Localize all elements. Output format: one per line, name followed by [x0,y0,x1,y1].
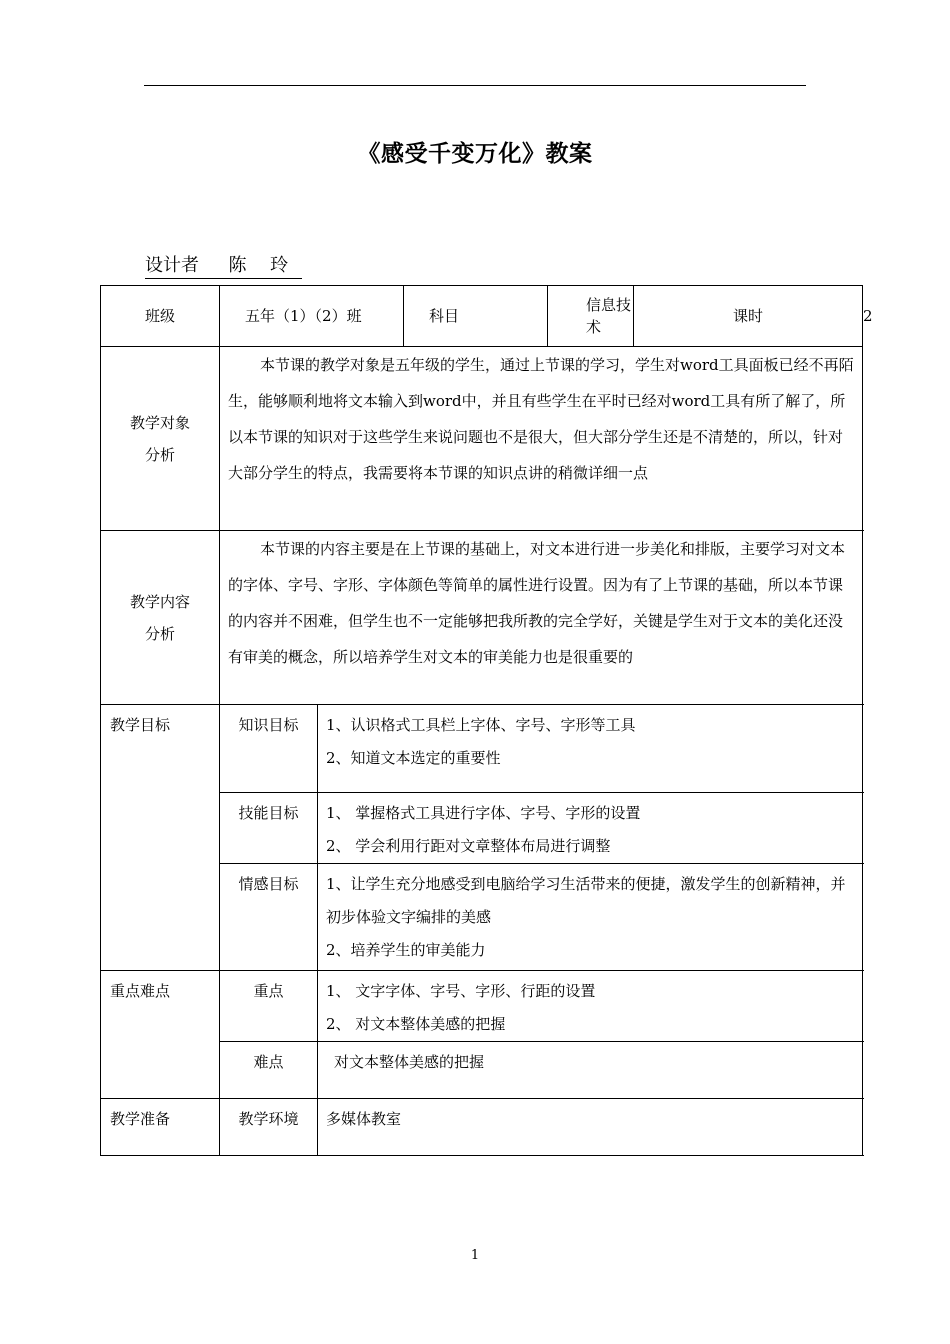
table-row [101,531,863,705]
list-item: 2、 对文本整体美感的把握 [326,1015,506,1033]
subject-label: 科目 [404,286,548,347]
list-item: 1、让学生充分地感受到电脑给学习生活带来的便捷，激发学生的创新精神，并初步体验文字编排的美感 [326,875,846,926]
skill-label: 技能目标 [220,793,318,864]
class-value: 五年（1）（2）班 [220,286,404,347]
period-label: 课时 [634,286,863,347]
env-label: 教学环境 [220,1099,318,1156]
content-text: 本节课的内容主要是在上节课的基础上，对文本进行进一步美化和排版，主要学习对文本的字体、字号、字形、字体颜色等简单的属性进行设置。因为有了上节课的基础，所以本节课的内容并不困难，但学生也不一定能够把我所教的完全学好，关键是学生对于文本的美化还没有审美的概念，所以培养学生对文本的审美能力也是很重要的 [220,531,863,705]
page-number: 1 [470,1248,480,1263]
emotion-label: 情感目标 [220,864,318,971]
list-item: 1、 文字字体、字号、字形、行距的设置 [326,982,596,1000]
env-text: 多媒体教室 [318,1099,863,1156]
difficult-text: 对文本整体美感的把握 [318,1042,863,1099]
goals-label: 教学目标 [101,705,220,971]
content-label: 教学内容分析 [101,531,220,705]
table-row [101,1099,863,1156]
table-row [101,971,863,1042]
designer-line: 设计者 陈 玲 [145,251,302,279]
document-title: 《感受千变万化》教案 [357,141,593,167]
skill-items [318,793,863,864]
list-item: 2、知道文本选定的重要性 [326,749,501,767]
knowledge-items [318,705,863,793]
key-label: 重点 [220,971,318,1042]
key-items [318,971,863,1042]
emotion-items [318,864,863,971]
list-item: 2、培养学生的审美能力 [326,941,486,959]
table-row [101,705,863,793]
list-item: 1、 掌握格式工具进行字体、字号、字形的设置 [326,804,641,822]
audience-text: 本节课的教学对象是五年级的学生，通过上节课的学习，学生对word工具面板已经不再陌生，能够顺利地将文本输入到word中，并且有些学生在平时已经对word工具有所了解了，所以本节课的知识对于这些学生来说问题也不是很大，但大部分学生还是不清楚的，所以，针对大部分学生的特点，我需要将本节课的知识点讲的稍微详细一点 [220,347,863,531]
prep-label: 教学准备 [101,1099,220,1156]
knowledge-label: 知识目标 [220,705,318,793]
list-item: 1、认识格式工具栏上字体、字号、字形等工具 [326,716,636,734]
lesson-plan-table [100,285,873,1156]
table-row: 班级 五年（1）（2）班 科目 信息技术 课时 2 [101,286,863,347]
difficult-label: 难点 [220,1042,318,1099]
class-label: 班级 [101,286,220,347]
subject-value: 信息技术 [548,286,634,347]
header-rule [144,85,806,86]
table-row [101,347,863,531]
keypoints-label: 重点难点 [101,971,220,1099]
audience-label: 教学对象分析 [101,347,220,531]
list-item: 2、 学会利用行距对文章整体布局进行调整 [326,837,611,855]
